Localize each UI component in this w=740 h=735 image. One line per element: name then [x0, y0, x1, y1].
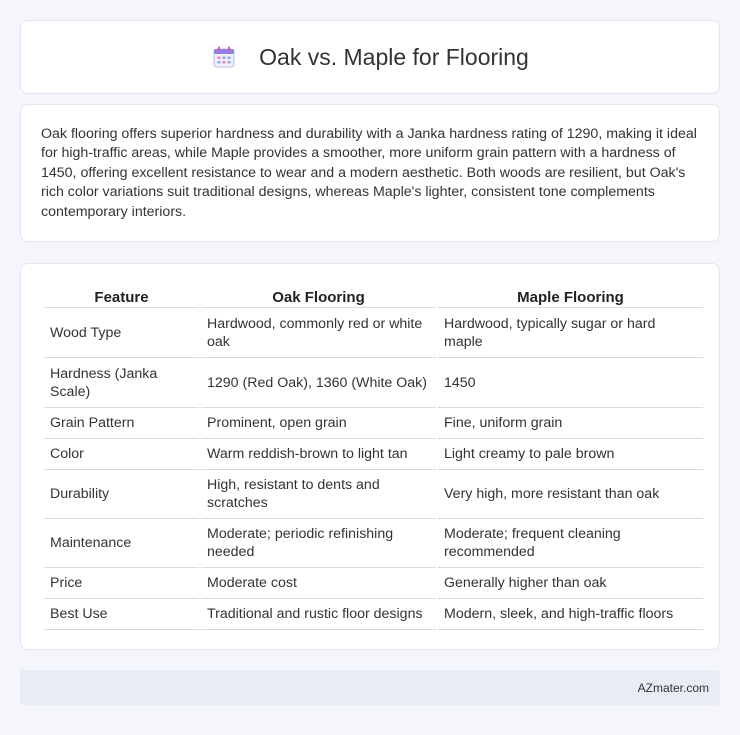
feature-cell: Hardness (Janka Scale) — [44, 358, 199, 408]
table-row — [44, 308, 703, 358]
intro-card — [20, 104, 720, 242]
oak-cell: Hardwood, commonly red or white oak — [201, 308, 436, 358]
intro-paragraph: Oak flooring offers superior hardness and durability with a Janka hardness rating of 1290, making it ideal for high-traffic areas, while Maple provides a smoother, more uniform grain pattern with a hardness of 1450, offering excellent resistance to wear and a modern aesthetic. Both woods are resilient, but Oak's rich color variations suit traditional designs, whereas Maple's lighter, consistent tone complements contemporary interiors. — [41, 126, 697, 220]
oak-cell: Traditional and rustic floor designs — [201, 599, 436, 630]
table-header-row — [44, 284, 703, 308]
oak-cell: Prominent, open grain — [201, 408, 436, 439]
oak-cell: Warm reddish-brown to light tan — [201, 439, 436, 470]
table-row — [44, 408, 703, 439]
title-card — [20, 20, 720, 94]
page-title: Oak vs. Maple for Flooring — [259, 43, 529, 70]
maple-cell: Fine, uniform grain — [438, 408, 703, 439]
feature-cell: Durability — [44, 470, 199, 519]
oak-cell: 1290 (Red Oak), 1360 (White Oak) — [201, 358, 436, 408]
maple-cell: Moderate; frequent cleaning recommended — [438, 519, 703, 568]
calendar-icon — [211, 44, 237, 70]
feature-cell: Price — [44, 568, 199, 599]
comparison-table-card — [20, 263, 720, 650]
footer-site-link[interactable]: AZmater.com — [637, 681, 709, 695]
table-row — [44, 568, 703, 599]
table-row — [44, 439, 703, 470]
maple-cell: Modern, sleek, and high-traffic floors — [438, 599, 703, 630]
oak-cell: High, resistant to dents and scratches — [201, 470, 436, 519]
table-row — [44, 599, 703, 630]
oak-cell: Moderate; periodic refinishing needed — [201, 519, 436, 568]
footer — [20, 670, 720, 705]
header-feature: Feature — [44, 284, 199, 308]
feature-cell: Color — [44, 439, 199, 470]
maple-cell: Light creamy to pale brown — [438, 439, 703, 470]
maple-cell: Generally higher than oak — [438, 568, 703, 599]
comparison-table — [42, 284, 705, 630]
header-oak: Oak Flooring — [201, 284, 436, 308]
oak-cell: Moderate cost — [201, 568, 436, 599]
feature-cell: Grain Pattern — [44, 408, 199, 439]
table-row — [44, 519, 703, 568]
table-row — [44, 470, 703, 519]
maple-cell: Very high, more resistant than oak — [438, 470, 703, 519]
maple-cell: Hardwood, typically sugar or hard maple — [438, 308, 703, 358]
feature-cell: Best Use — [44, 599, 199, 630]
feature-cell: Wood Type — [44, 308, 199, 358]
table-row — [44, 358, 703, 408]
feature-cell: Maintenance — [44, 519, 199, 568]
maple-cell: 1450 — [438, 358, 703, 408]
header-maple: Maple Flooring — [438, 284, 703, 308]
